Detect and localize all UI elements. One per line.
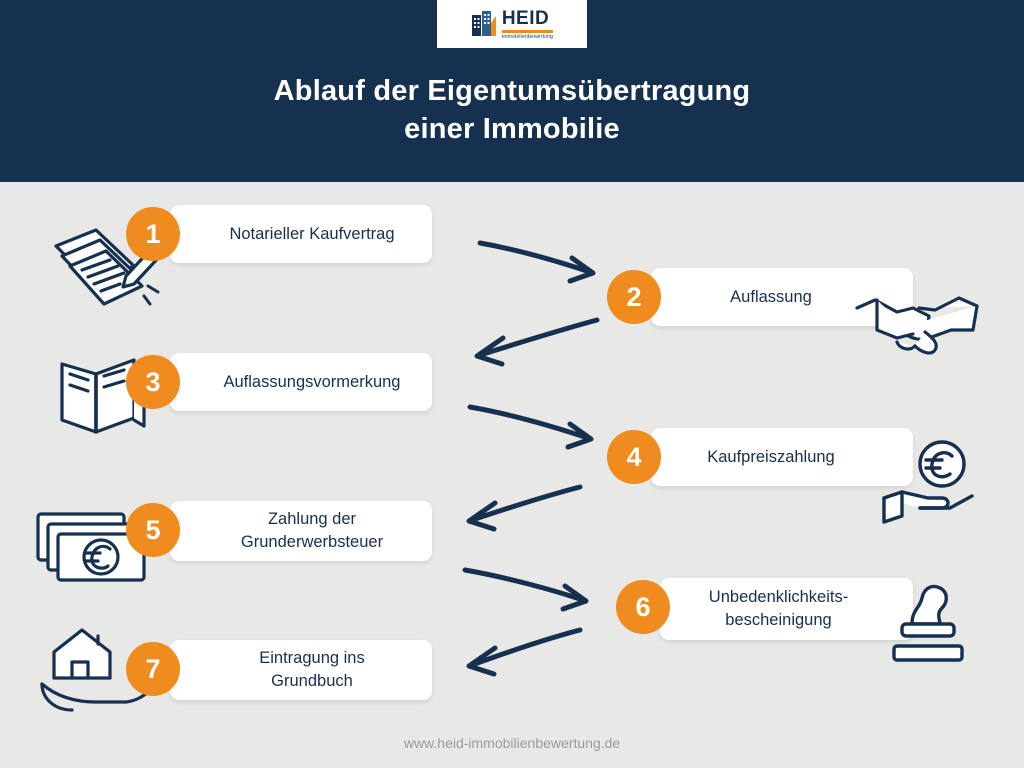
step-5[interactable] bbox=[145, 501, 432, 561]
step-7-card[interactable] bbox=[170, 640, 432, 700]
arrow-1-to-2 bbox=[480, 243, 593, 281]
arrow-2-to-3 bbox=[477, 320, 597, 364]
step-4-card[interactable] bbox=[651, 428, 913, 486]
step-4-label: Kaufpreiszahlung bbox=[707, 447, 835, 466]
page-title-line2: einer Immobilie bbox=[404, 113, 620, 145]
step-7-number: 7 bbox=[126, 642, 180, 696]
step-7-label-line1: Eintragung ins bbox=[259, 649, 365, 667]
step-1-label: Notarieller Kaufvertrag bbox=[229, 224, 395, 243]
hand-euro-coin-icon bbox=[880, 438, 980, 528]
handshake-icon bbox=[855, 272, 980, 362]
step-6-number: 6 bbox=[616, 580, 670, 634]
rubber-stamp-icon bbox=[880, 580, 976, 670]
step-5-card[interactable] bbox=[170, 501, 432, 561]
step-2-number: 2 bbox=[607, 270, 661, 324]
footer-website[interactable]: www.heid-immobilienbewertung.de bbox=[403, 735, 621, 751]
page-title bbox=[0, 72, 1024, 148]
step-3-card[interactable] bbox=[170, 353, 432, 411]
step-3-number: 3 bbox=[126, 355, 180, 409]
logo-underline bbox=[502, 30, 553, 33]
logo bbox=[437, 0, 587, 48]
step-7[interactable] bbox=[145, 640, 432, 700]
step-5-number: 5 bbox=[126, 503, 180, 557]
step-1-card[interactable] bbox=[170, 205, 432, 263]
step-4-number: 4 bbox=[607, 430, 661, 484]
step-5-label-line1: Zahlung der bbox=[267, 510, 357, 528]
step-6-label-line2: bescheinigung bbox=[725, 611, 832, 629]
step-7-label-line2: Grundbuch bbox=[271, 672, 353, 690]
arrow-4-to-5 bbox=[469, 487, 580, 529]
step-5-label-line2: Grunderwerbsteuer bbox=[240, 533, 384, 551]
step-3-label: Auflassungsvormerkung bbox=[223, 372, 401, 391]
building-logo-icon bbox=[471, 10, 497, 38]
step-6-label-line1: Unbedenklichkeits- bbox=[708, 588, 849, 606]
step-6-card[interactable] bbox=[660, 578, 913, 640]
step-6[interactable] bbox=[635, 578, 913, 640]
arrow-5-to-6 bbox=[465, 570, 586, 609]
header-banner bbox=[0, 0, 1024, 182]
arrow-3-to-4 bbox=[470, 407, 591, 447]
step-1[interactable] bbox=[145, 205, 432, 263]
step-2-label: Auflassung bbox=[730, 287, 812, 306]
logo-tagline: Immobilienbewertung bbox=[501, 33, 554, 40]
logo-name: HEID bbox=[501, 7, 550, 29]
step-3[interactable] bbox=[145, 353, 432, 411]
step-4[interactable] bbox=[626, 428, 913, 486]
page-title-line1: Ablauf der Eigentumsübertragung bbox=[273, 75, 751, 107]
arrow-6-to-7 bbox=[469, 630, 580, 674]
step-1-number: 1 bbox=[126, 207, 180, 261]
